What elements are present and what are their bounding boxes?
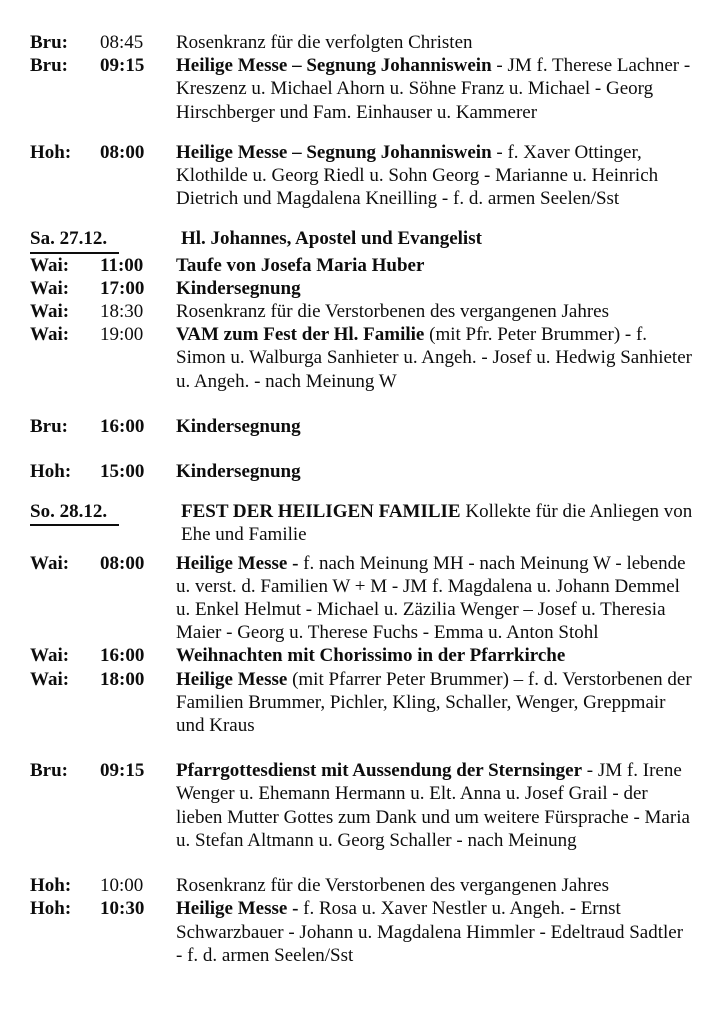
event-description (176, 874, 694, 897)
location-label: Wai: (30, 277, 70, 299)
schedule-row (30, 141, 694, 211)
event-description-segment: Rosenkranz für die verfolgten Christen (176, 32, 473, 53)
event-description (176, 323, 694, 393)
event-description-segment: Weihnachten mit Chorissimo in der Pfarrkirche (176, 645, 566, 667)
time-label: 09:15 (100, 760, 145, 782)
event-description-segment: Rosenkranz für die Verstorbenen des vergangenen Jahres (176, 875, 609, 897)
event-description (176, 415, 694, 438)
event-description-segment: Kindersegnung (176, 461, 301, 483)
time-label: 10:00 (100, 875, 144, 897)
event-description-segment: Heilige Messe - (176, 552, 299, 574)
event-description (176, 31, 694, 54)
schedule-row (30, 759, 694, 852)
location-label: Bru: (30, 55, 68, 77)
day-heading-row (30, 500, 694, 546)
event-description-segment: f. nach Meinung MH - nach Meinung W - lebende u. verst. d. Familien W + M - JM f. Magdalena u. Johann Demmel u. Enkel Helmut - Michael u. Zäzilia Wenger – Josef u. Theresia Maier - Georg u. Therese Fuchs - Emma u. Anton Stohl (176, 552, 686, 644)
event-description-segment: Heilige Messe – Segnung Johanniswein (176, 55, 492, 77)
event-description-segment: - f. Xaver Ottinger, Klothilde u. Georg Riedl u. Sohn Georg - Marianne u. Heinrich Dietrich und Magdalena Kneilling - f. d. armen Seelen/Sst (176, 141, 659, 210)
event-description (176, 759, 694, 852)
event-description (176, 300, 694, 323)
time-label: 08:00 (100, 141, 145, 163)
event-description-segment: Taufe von Josefa Maria Huber (176, 254, 425, 276)
location-label: Wai: (30, 324, 70, 346)
location-label: Hoh: (30, 461, 72, 483)
event-description (176, 897, 694, 967)
day-heading-row (30, 227, 694, 253)
schedule-row (30, 31, 694, 54)
schedule-row (30, 644, 694, 667)
location-label: Wai: (30, 552, 70, 574)
schedule-row (30, 460, 694, 483)
schedule-row (30, 415, 694, 438)
event-description-segment: Heilige Messe - (176, 898, 299, 920)
time-label: 18:30 (100, 301, 144, 323)
day-title (176, 227, 694, 250)
event-description-segment: VAM zum Fest der Hl. Familie (176, 324, 425, 346)
time-label: 08:45 (100, 32, 144, 53)
schedule-row (30, 254, 694, 277)
day-date-cell (30, 500, 176, 526)
schedule-row (30, 874, 694, 897)
location-label: Bru: (30, 760, 68, 782)
time-label: 18:00 (100, 668, 145, 690)
day-date: So. 28.12. (30, 500, 119, 526)
time-label: 16:00 (100, 645, 145, 667)
event-description-segment: Heilige Messe (176, 668, 288, 690)
event-description-segment: Kindersegnung (176, 277, 301, 299)
event-description (176, 668, 694, 738)
event-description (176, 254, 694, 277)
time-label: 16:00 (100, 415, 145, 437)
event-description-segment: - JM f. Irene Wenger u. Ehemann Hermann u. Elt. Anna u. Josef Grail - der lieben Mutter Gottes zum Dank und um weitere Fürsprache - Maria u. Stefan Altmann u. Georg Schaller - nach Meinung (176, 760, 690, 851)
event-description (176, 460, 694, 483)
location-label: Wai: (30, 668, 70, 690)
event-description-segment: Pfarrgottesdienst mit Aussendung der Sternsinger (176, 760, 583, 782)
event-description (176, 54, 694, 124)
location-label: Hoh: (30, 875, 72, 897)
day-title-segment: FEST DER HEILIGEN FAMILIE (181, 501, 461, 523)
day-date: Sa. 27.12. (30, 227, 119, 253)
time-label: 10:30 (100, 898, 145, 920)
location-label: Bru: (30, 32, 68, 53)
schedule-row (30, 277, 694, 300)
event-description-segment: - JM f. Therese Lachner - Kreszenz u. Michael Ahorn u. Söhne Franz u. Michael - Georg Hirschberger und Fam. Einhauser u. Kammerer (176, 55, 691, 123)
day-title (176, 500, 694, 546)
location-label: Wai: (30, 254, 70, 276)
time-label: 09:15 (100, 55, 145, 77)
location-label: Wai: (30, 301, 70, 323)
time-label: 11:00 (100, 254, 144, 276)
schedule-row (30, 897, 694, 967)
schedule-rows-container (30, 31, 694, 967)
time-label: 08:00 (100, 552, 145, 574)
schedule-row (30, 668, 694, 738)
time-label: 17:00 (100, 277, 145, 299)
schedule-row (30, 300, 694, 323)
time-label: 15:00 (100, 461, 145, 483)
location-label: Wai: (30, 645, 70, 667)
location-label: Hoh: (30, 141, 72, 163)
schedule-row (30, 54, 694, 124)
time-label: 19:00 (100, 324, 144, 346)
day-date-cell (30, 227, 176, 253)
event-description-segment: (mit Pfarrer Peter Brummer) – f. d. Verstorbenen der Familien Brummer, Pichler, Kling, Schaller, Wenger, Greppmair und Kraus (176, 668, 692, 737)
schedule-row (30, 323, 694, 393)
event-description-segment: Kindersegnung (176, 415, 301, 437)
event-description (176, 277, 694, 300)
day-title-segment: Kollekte für die Anliegen von Ehe und Familie (181, 501, 693, 546)
event-description (176, 552, 694, 645)
schedule-row (30, 552, 694, 645)
event-description (176, 644, 694, 667)
location-label: Hoh: (30, 898, 72, 920)
event-description-segment: f. Rosa u. Xaver Nestler u. Angeh. - Ernst Schwarzbauer - Johann u. Magdalena Himmler - Edeltraud Sadtler - f. d. armen Seelen/Sst (176, 898, 684, 966)
event-description-segment: (mit Pfr. Peter Brummer) - f. Simon u. Walburga Sanhieter u. Angeh. - Josef u. Hedwig Sanhieter u. Angeh. - nach Meinung W (176, 324, 692, 392)
day-title-segment: Hl. Johannes, Apostel und Evangelist (181, 228, 482, 250)
event-description-segment: Heilige Messe – Segnung Johanniswein (176, 141, 492, 163)
event-description (176, 141, 694, 211)
location-label: Bru: (30, 415, 68, 437)
event-description-segment: Rosenkranz für die Verstorbenen des vergangenen Jahres (176, 301, 609, 323)
